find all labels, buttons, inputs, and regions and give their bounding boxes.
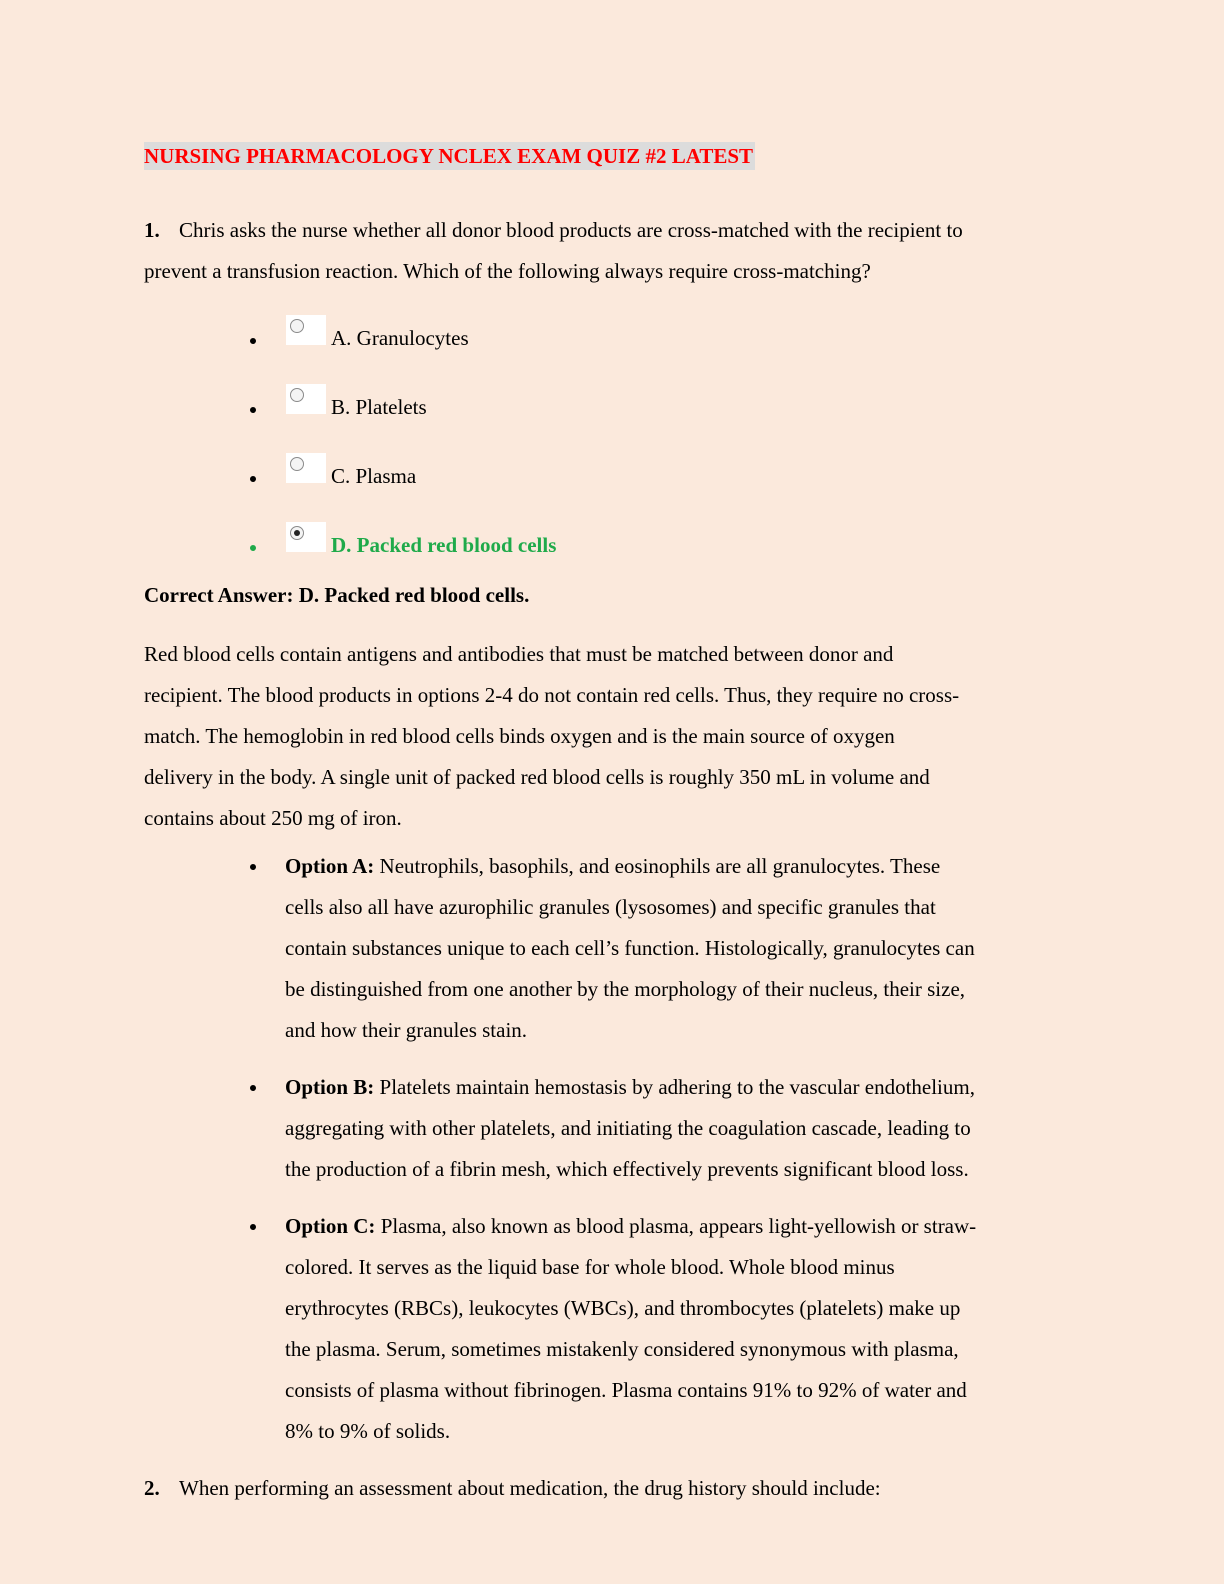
bullet-icon — [250, 338, 256, 344]
question-2 — [144, 1468, 1084, 1509]
option-d-label: D. Packed red blood cells — [331, 533, 557, 557]
explanation-line: Red blood cells contain antigens and antibodies that must be matched between donor and — [144, 642, 894, 666]
question-2-text: When performing an assessment about medication, the drug history should include: — [179, 1476, 881, 1500]
radio-button-a[interactable] — [286, 315, 326, 345]
explanation-line: delivery in the body. A single unit of packed red blood cells is roughly 350 mL in volume and — [144, 765, 930, 789]
explanation-line: match. The hemoglobin in red blood cells binds oxygen and is the main source of oxygen — [144, 724, 895, 748]
rationale-option-c — [144, 1206, 1084, 1452]
explanation — [144, 634, 1084, 839]
rationale-heading: Option C: — [285, 1214, 376, 1238]
rationale-heading: Option A: — [285, 854, 375, 878]
option-b-label: B. Platelets — [331, 395, 427, 419]
rationale-line: be distinguished from one another by the morphology of their nucleus, their size, — [285, 977, 966, 1001]
rationale-line: contain substances unique to each cell’s function. Histologically, granulocytes can — [285, 936, 975, 960]
rationale-line: the plasma. Serum, sometimes mistakenly considered synonymous with plasma, — [285, 1337, 959, 1361]
rationale-line: erythrocytes (RBCs), leukocytes (WBCs), and thrombocytes (platelets) make up — [285, 1296, 961, 1320]
bullet-icon — [250, 476, 256, 482]
rationale-option-a — [144, 846, 1084, 1051]
question-1-line-2: prevent a transfusion reaction. Which of the following always require cross-matching? — [144, 259, 871, 283]
option-rationales — [144, 846, 1084, 1468]
radio-unchecked-icon — [290, 319, 304, 333]
explanation-line: recipient. The blood products in options 2-4 do not contain red cells. Thus, they require no cross- — [144, 683, 960, 707]
rationale-line: colored. It serves as the liquid base for whole blood. Whole blood minus — [285, 1255, 895, 1279]
bullet-icon — [250, 407, 256, 413]
option-a[interactable] — [144, 310, 1084, 379]
option-d[interactable] — [144, 517, 1084, 586]
rationale-heading: Option B: — [285, 1075, 375, 1099]
radio-checked-icon — [290, 526, 304, 540]
rationale-line: Neutrophils, basophils, and eosinophils are all granulocytes. These — [374, 854, 941, 878]
question-1-number: 1. — [144, 218, 160, 242]
bullet-icon — [250, 864, 256, 870]
radio-unchecked-icon — [290, 388, 304, 402]
answer-options — [144, 310, 1084, 586]
bullet-icon — [250, 1085, 256, 1091]
rationale-line: the production of a fibrin mesh, which effectively prevents significant blood loss. — [285, 1157, 969, 1181]
option-a-label: A. Granulocytes — [331, 326, 469, 350]
radio-unchecked-icon — [290, 457, 304, 471]
rationale-line: aggregating with other platelets, and initiating the coagulation cascade, leading to — [285, 1116, 971, 1140]
rationale-line: consists of plasma without fibrinogen. Plasma contains 91% to 92% of water and — [285, 1378, 967, 1402]
rationale-line: Plasma, also known as blood plasma, appears light-yellowish or straw- — [375, 1214, 977, 1238]
question-1-text — [144, 210, 1084, 292]
rationale-line: cells also all have azurophilic granules (lysosomes) and specific granules that — [285, 895, 936, 919]
explanation-line: contains about 250 mg of iron. — [144, 806, 402, 830]
rationale-line: Platelets maintain hemostasis by adhering to the vascular endothelium, — [374, 1075, 975, 1099]
radio-button-b[interactable] — [286, 384, 326, 414]
rationale-line: 8% to 9% of solids. — [285, 1419, 451, 1443]
radio-button-c[interactable] — [286, 453, 326, 483]
correct-answer: Correct Answer: D. Packed red blood cells. — [144, 583, 530, 607]
radio-button-d[interactable] — [286, 522, 326, 552]
option-b[interactable] — [144, 379, 1084, 448]
option-c[interactable] — [144, 448, 1084, 517]
question-1-line-1: Chris asks the nurse whether all donor blood products are cross-matched with the recipient to — [179, 218, 963, 242]
question-2-number: 2. — [144, 1476, 160, 1500]
bullet-icon — [250, 545, 256, 551]
bullet-icon — [250, 1224, 256, 1230]
rationale-line: and how their granules stain. — [285, 1018, 528, 1042]
question-1 — [144, 210, 1084, 292]
page-title: NURSING PHARMACOLOGY NCLEX EXAM QUIZ #2 LATEST — [144, 144, 754, 168]
rationale-option-b — [144, 1067, 1084, 1190]
option-c-label: C. Plasma — [331, 464, 417, 488]
